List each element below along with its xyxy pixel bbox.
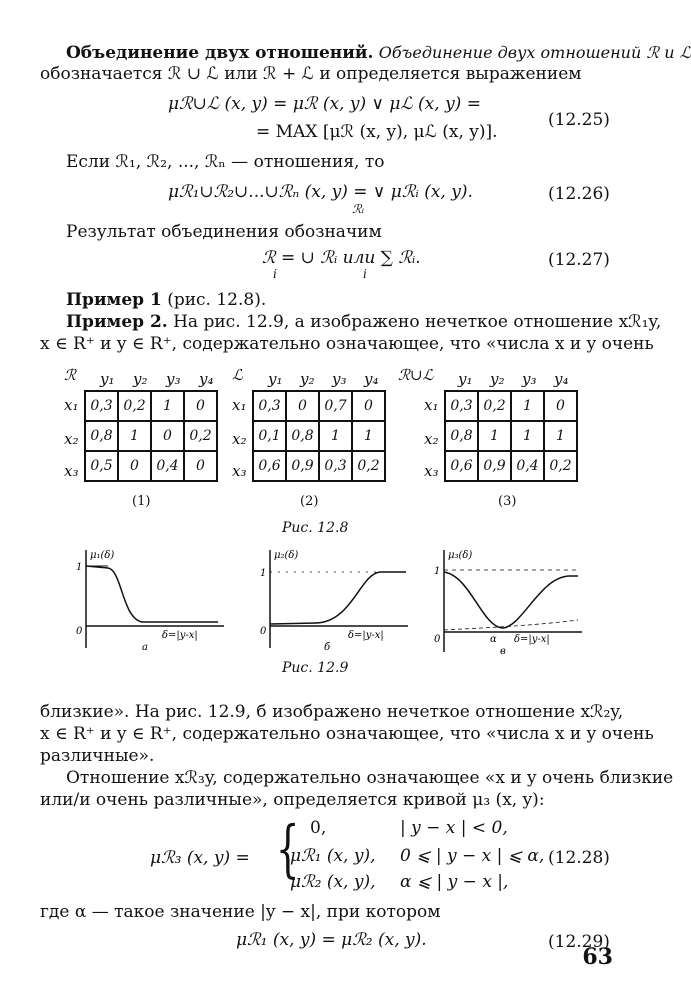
table-cell: 0,1 <box>253 421 286 451</box>
eq-12-28-case1-val: 0, <box>310 818 327 838</box>
table-3-col: y₃ <box>522 370 537 388</box>
table-1-row-label: x₂ <box>64 430 79 448</box>
table-2-row-label: x₃ <box>232 462 247 480</box>
table-2-row-label: x₂ <box>232 430 247 448</box>
eq-12-25-number: (12.25) <box>548 110 610 130</box>
table-cell: 1 <box>352 421 385 451</box>
graph-b-tag: б <box>324 642 331 653</box>
eq-12-27: ℛ = ∪ ℛᵢ или ∑ ℛᵢ. <box>262 248 421 268</box>
table-cell: 0,2 <box>544 451 577 481</box>
table-1-row-label: x₁ <box>64 396 79 414</box>
eq-12-28-case1-cond: | y − x | < 0, <box>400 818 508 838</box>
table-cell: 0 <box>151 421 184 451</box>
example-2-text: На рис. 12.9, а изображено нечеткое отношение xℛ₁y, <box>173 312 662 332</box>
section-line-1 <box>66 42 691 64</box>
graph-c-ylabel: μ₃(δ) <box>448 550 473 561</box>
text-result: Результат объединения обозначим <box>66 222 382 242</box>
table-cell: 1 <box>151 391 184 421</box>
table-cell: 0,8 <box>445 421 478 451</box>
para-close-line2: x ∈ R⁺ и y ∈ R⁺, содержательно означающее, что «числа x и y очень <box>40 724 654 744</box>
graph-a-one: 1 <box>76 562 83 573</box>
table-3-grid <box>444 390 578 482</box>
table-cell: 0,6 <box>445 451 478 481</box>
table-3-caption: (3) <box>498 494 517 509</box>
graph-c <box>430 546 590 658</box>
eq-12-29: μℛ₁ (x, y) = μℛ₂ (x, y). <box>236 930 427 950</box>
table-cell: 0,9 <box>286 451 319 481</box>
curve-mu3 <box>444 572 578 628</box>
table-cell: 0 <box>184 451 217 481</box>
table-cell: 0,6 <box>253 451 286 481</box>
table-1-name: ℛ <box>64 366 76 384</box>
table-2-col: y₁ <box>268 370 283 388</box>
graph-a-xlabel: δ=|y-x| <box>162 630 198 641</box>
text-if: Если ℛ₁, ℛ₂, ..., ℛₙ — отношения, то <box>66 152 385 172</box>
table-cell: 0,5 <box>85 451 118 481</box>
table-cell: 0,9 <box>478 451 511 481</box>
table-cell: 0 <box>352 391 385 421</box>
page-number: 63 <box>582 944 613 970</box>
text-where: где α — такое значение |y − x|, при котором <box>40 902 441 922</box>
para-close-line3: различные». <box>40 746 155 766</box>
table-3-row-label: x₂ <box>424 430 439 448</box>
eq-12-28-case3-cond: α ⩽ | y − x |, <box>400 872 509 892</box>
table-2-col: y₃ <box>332 370 347 388</box>
eq-12-26-number: (12.26) <box>548 184 610 204</box>
table-cell: 0 <box>184 391 217 421</box>
graph-b-zero: 0 <box>260 626 267 637</box>
table-1-col: y₁ <box>100 370 115 388</box>
eq-12-26-sub: ℛᵢ <box>352 202 364 216</box>
example-2-label: Пример 2. <box>66 312 168 332</box>
table-2-col: y₂ <box>300 370 315 388</box>
table-cell: 0,2 <box>118 391 151 421</box>
example-2-line2: x ∈ R⁺ и y ∈ R⁺, содержательно означающее, что «числа x и y очень <box>40 334 654 354</box>
table-cell: 1 <box>118 421 151 451</box>
graph-a-ylabel: μ₁(δ) <box>90 550 115 561</box>
section-heading: Объединение двух отношений. <box>66 43 374 63</box>
table-cell: 1 <box>544 421 577 451</box>
para-close-line1: близкие». На рис. 12.9, б изображено нечеткое отношение xℛ₂y, <box>40 702 624 722</box>
table-2-row-label: x₁ <box>232 396 247 414</box>
table-1-grid <box>84 390 218 482</box>
graph-a-tag: а <box>142 642 148 653</box>
eq-12-29-number: (12.29) <box>548 932 610 952</box>
eq-12-28-lhs: μℛ₃ (x, y) = <box>150 848 250 868</box>
table-cell: 0,3 <box>319 451 352 481</box>
graph-c-one: 1 <box>434 566 441 577</box>
table-3-col: y₁ <box>458 370 473 388</box>
table-cell: 1 <box>511 421 544 451</box>
table-cell: 0 <box>118 451 151 481</box>
table-cell: 0 <box>286 391 319 421</box>
table-1-col: y₂ <box>133 370 148 388</box>
fig-12-9-caption: Рис. 12.9 <box>282 660 349 676</box>
table-1-col: y₃ <box>166 370 181 388</box>
table-2-caption: (2) <box>300 494 319 509</box>
table-cell: 0,8 <box>85 421 118 451</box>
eq-12-28-case2-cond: 0 ⩽ | y − x | ⩽ α, <box>400 846 545 866</box>
example-1 <box>66 290 266 311</box>
eq-12-28-case3-val: μℛ₂ (x, y), <box>290 872 376 892</box>
graph-a <box>72 546 232 654</box>
table-cell: 0,3 <box>445 391 478 421</box>
table-cell: 0,3 <box>253 391 286 421</box>
table-cell: 1 <box>478 421 511 451</box>
table-cell: 1 <box>511 391 544 421</box>
table-cell: 0 <box>544 391 577 421</box>
table-cell: 0,8 <box>286 421 319 451</box>
para-rel-line1: Отношение xℛ₃y, содержательно означающее «x и y очень близкие <box>66 768 674 788</box>
graph-c-xlabel: δ=|y-x| <box>514 634 550 645</box>
eq-12-28-brace: { <box>275 812 300 885</box>
eq-12-27-number: (12.27) <box>548 250 610 270</box>
graph-c-zero: 0 <box>434 634 441 645</box>
table-2-name: ℒ <box>232 366 243 384</box>
table-3-row-label: x₃ <box>424 462 439 480</box>
eq-12-25-line2: = MAX [μℛ (x, y), μℒ (x, y)]. <box>256 122 498 142</box>
table-2-grid <box>252 390 386 482</box>
table-cell: 0,2 <box>478 391 511 421</box>
table-cell: 0,3 <box>85 391 118 421</box>
example-2-line1 <box>66 312 661 333</box>
graph-b-ylabel: μ₂(δ) <box>274 550 299 561</box>
table-cell: 0,4 <box>511 451 544 481</box>
eq-12-28-number: (12.28) <box>548 848 610 868</box>
eq-12-27-sub-1: i <box>273 267 277 281</box>
table-3-col: y₂ <box>490 370 505 388</box>
eq-12-27-sub-2: i <box>363 267 367 281</box>
table-cell: 0,2 <box>184 421 217 451</box>
example-1-text: (рис. 12.8). <box>167 290 267 310</box>
table-1-row-label: x₃ <box>64 462 79 480</box>
graph-b <box>256 546 416 654</box>
table-1-caption: (1) <box>132 494 151 509</box>
graph-b-xlabel: δ=|y-x| <box>348 630 384 641</box>
fig-12-8-caption: Рис. 12.8 <box>282 520 349 536</box>
section-line1-text: Объединение двух отношений ℛ и ℒ <box>378 43 691 62</box>
table-cell: 1 <box>319 421 352 451</box>
table-3-col: y₄ <box>554 370 569 388</box>
table-2-col: y₄ <box>364 370 379 388</box>
table-1-col: y₄ <box>199 370 214 388</box>
graph-c-alpha: α <box>490 634 497 645</box>
table-cell: 0,2 <box>352 451 385 481</box>
table-3-name: ℛ∪ℒ <box>398 366 434 384</box>
section-line-2: обозначается ℛ ∪ ℒ или ℛ + ℒ и определяется выражением <box>40 64 582 84</box>
table-cell: 0,7 <box>319 391 352 421</box>
eq-12-28-case2-val: μℛ₁ (x, y), <box>290 846 376 866</box>
graph-a-zero: 0 <box>76 626 83 637</box>
example-1-label: Пример 1 <box>66 290 162 310</box>
table-cell: 0,4 <box>151 451 184 481</box>
curve-mu1 <box>86 566 218 622</box>
table-3-row-label: x₁ <box>424 396 439 414</box>
para-rel-line2: или/и очень различные», определяется кривой μ₃ (x, y): <box>40 790 545 810</box>
graph-c-tag: в <box>500 646 506 657</box>
eq-12-25-line1: μℛ∪ℒ (x, y) = μℛ (x, y) ∨ μℒ (x, y) = <box>168 94 481 114</box>
eq-12-26: μℛ₁∪ℛ₂∪...∪ℛₙ (x, y) = ∨ μℛᵢ (x, y). <box>168 182 473 202</box>
graph-b-one: 1 <box>260 568 267 579</box>
curve-mu2 <box>270 572 406 624</box>
